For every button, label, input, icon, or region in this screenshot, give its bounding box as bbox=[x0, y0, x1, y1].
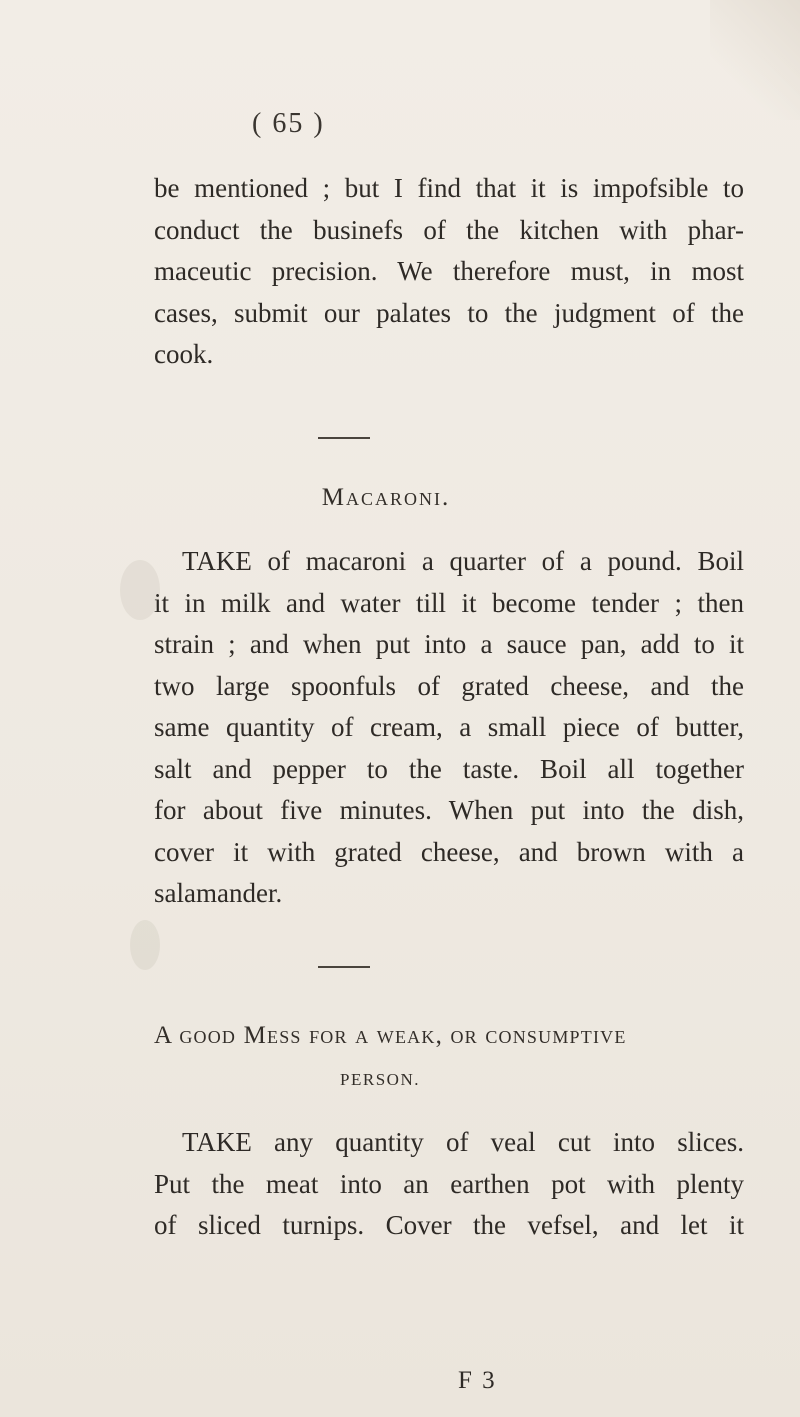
text-line: cook. bbox=[154, 339, 214, 369]
section-divider bbox=[318, 437, 370, 439]
text-line: cases, submit our palates to the judgment of the bbox=[154, 297, 744, 328]
text-line: cover it with grated cheese, and brown with a bbox=[154, 836, 744, 867]
mess-paragraph bbox=[154, 1122, 744, 1247]
printer-signature: F 3 bbox=[458, 1367, 497, 1394]
text-line: salt and pepper to the taste. Boil all together bbox=[154, 753, 744, 784]
page-corner-fold bbox=[710, 0, 800, 120]
text-line: same quantity of cream, a small piece of butter, bbox=[154, 712, 744, 742]
text-line: Put the meat into an earthen pot with plenty bbox=[154, 1168, 744, 1199]
section-divider bbox=[318, 966, 370, 968]
recipe-heading-mess: A good Mess for a weak, or consumptive bbox=[154, 1022, 627, 1049]
text-line: TAKE of macaroni a quarter of a pound. Boil bbox=[182, 546, 744, 576]
text-line: be mentioned ; but I find that it is impofsible to bbox=[154, 173, 744, 203]
paper-stain bbox=[130, 920, 160, 970]
macaroni-paragraph bbox=[154, 541, 744, 915]
text-line: salamander. bbox=[154, 878, 283, 908]
text-line: TAKE any quantity of veal cut into slices. bbox=[182, 1127, 744, 1157]
page-number: ( 65 ) bbox=[252, 108, 325, 139]
text-line: conduct the businefs of the kitchen with phar- bbox=[154, 214, 744, 245]
text-line: strain ; and when put into a sauce pan, add to it bbox=[154, 629, 744, 659]
recipe-heading-macaroni: Macaroni. bbox=[321, 484, 451, 511]
text-line: of sliced turnips. Cover the vefsel, and let it bbox=[154, 1210, 744, 1240]
text-line: maceutic precision. We therefore must, in most bbox=[154, 256, 744, 286]
text-line: it in milk and water till it become tender ; then bbox=[154, 587, 744, 618]
text-line: two large spoonfuls of grated cheese, and the bbox=[154, 670, 744, 701]
intro-paragraph bbox=[154, 168, 744, 376]
recipe-heading-continuation: PERSON. bbox=[340, 1070, 420, 1089]
text-line: for about five minutes. When put into the dish, bbox=[154, 795, 744, 825]
